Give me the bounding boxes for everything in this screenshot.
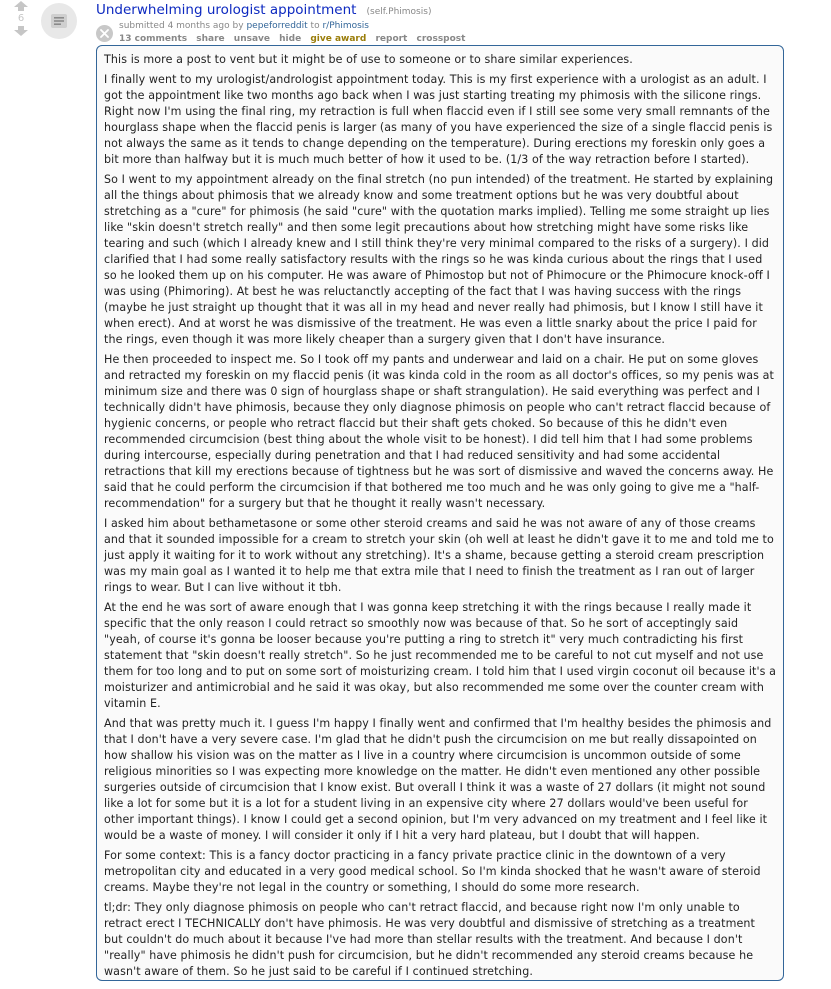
downvote-arrow-icon[interactable] (14, 26, 28, 36)
post-paragraph: This is more a post to vent but it might be of use to someone or to share similar experiences. (104, 53, 633, 66)
vote-score: 6 (17, 13, 25, 24)
post-paragraph: For some context: This is a fancy doctor practicing in a fancy private practice clinic in the downtown of a very metropolitan city and educated in a very good medical school. So I'm kinda shocked that he wasn't aware of steroid creams. Maybe they're not legal in the country or something, I should do some more research. (104, 849, 761, 894)
subreddit-link[interactable]: r/Phimosis (322, 21, 369, 31)
hide-button[interactable]: hide (279, 34, 302, 44)
to-label: to (310, 21, 320, 31)
vote-controls (10, 1, 32, 36)
report-button[interactable]: report (375, 34, 408, 44)
tagline-block (119, 21, 471, 45)
post-action-buttons (119, 33, 471, 45)
post-entry (96, 0, 821, 45)
post-body (96, 45, 784, 981)
crosspost-button[interactable]: crosspost (416, 34, 466, 44)
post-paragraph: I finally went to my urologist/andrologist appointment today. This is my first experience with a urologist as an adult. I got the appointment like two months ago back when I was just starting treating my phimosis with the silicone rings. Right now I'm using the final ring, my retraction is full when flaccid even if I still see some very small remnants of the hourglass shape when the flaccid penis is larger (as many of you have experienced the size of a single flaccid penis is not always the same as it tends to change depending on the temperature). During erections my foreskin only goes a bit more than halfway but it is much much better of how it used to be. (1/3 of the way retraction before I started). (104, 73, 773, 166)
post-paragraph: He then proceeded to inspect me. So I took off my pants and underwear and laid on a chair. He put on some gloves and retracted my foreskin on my flaccid penis (it was kinda cold in the room as all doctor's offices, so my penis was at minimum size and there was 0 sign of hourglass shape or shaft strangulation). He said everything was perfect and I technically didn't have phimosis, because they only diagnose phimosis on people who can't retract flaccid because of hygienic concerns, or people who retract flaccid but their shaft gets choked. So because of this he didn't even recommended circumcision (best thing about the whole visit to be honest). I did tell him that I had some problems during intercourse, especially during penetration and that I had reduced sensitivity and had some accidental retractions that kill my erections because of tightness but he was sort of dismissive and waved the concerns away. He said that he could perform the circumcision if that bothered me too much and he was only going to give me a "half-recommendation" for a surgery but that he thought it really wasn't necessary. (104, 353, 774, 510)
self-post-text-icon[interactable] (41, 3, 77, 39)
by-label: by (232, 21, 244, 31)
domain-close-paren: ) (427, 7, 432, 17)
give-award-button[interactable]: give award (310, 34, 367, 44)
post-paragraph: And that was pretty much it. I guess I'm happy I finally went and confirmed that I'm healthy besides the phimosis and that I don't have a very severe case. I'm glad that he didn't push the circumcision on me but really dissapointed on how shallow his vision was on the matter as I live in a country where circumcision is uncommon outside of some religious minorities so I was expecting more knowledge on the matter. He didn't even mentioned any other possible surgeries outside of circumcision that I know exist. But overall I think it was a waste of 27 dollars (it might not sound like a lot for some but it is a lot for a student living in an expensive city where 27 dollars would've been useful for other important things). I know I could get a second opinion, but I'm very advanced on my treatment and I feel like it would be a waste of money. I will consider it only if I hit a very hard plateau, but I doubt that will happen. (104, 717, 772, 842)
post-paragraph: So I went to my appointment already on the final stretch (no pun intended) of the treatment. He started by explaining all the things about phimosis that we already know and some treatment options but he was very doubtful about stretching as a "cure" for phimosis (he said "cure" with the quotation marks implied). Telling me some straight up lies like "skin doesn't stretch really" and then some legit precautions about how stretching might have some risks like tearing and such (which I already knew and I still think they're very minimal compared to the risks of a surgery). I did clarified that I had some really satisfactory results with the rings so he was kinda curious about the rings that I used so he looked them up on his computer. He was aware of Phimostop but not of Phimocure or the Phimocure knock-off I was using (Phimoring). At best he was reluctanctly accepting of the fact that I was having success with the rings (maybe he just straight up thought that it was all in my head and never really had phimosis, but I know I still have it when erect). And at worst he was dismissive of the treatment. He was even a little snarky about the price I paid for the rings, even though it was more likely cheaper than a surgery given that I don't have insurance. (104, 173, 774, 346)
post-title-link[interactable]: Underwhelming urologist appointment (96, 2, 357, 18)
tagline (119, 21, 471, 32)
unsave-button[interactable]: unsave (233, 34, 270, 44)
post-paragraph: tl;dr: They only diagnose phimosis on people who can't retract flaccid, and because right now I'm only unable to retract erect I TECHNICALLY don't have phimosis. He was very doubtful and dismissive of stretching as a treatment but couldn't do much about it because I've had more than stellar results with the treatment. And because I don't "really" have phimosis he didn't push for circumcision, but he didn't recommended any steroid creams because he wasn't aware of them. So he just said to be careful if I continued stretching. (104, 901, 756, 978)
submitted-time: 4 months ago (167, 21, 230, 31)
domain-link[interactable]: self.Phimosis (370, 7, 428, 17)
title-row (96, 0, 821, 21)
post-paragraph: I asked him about bethametasone or some other steroid creams and said he was not aware of any of those creams and that it sounded impossible for a cream to stretch your skin (oh well at least he didn't gave it to me and told me to just apply it waiting for it to work without any stretching). It's a shame, because getting a steroid cream prescription was my main goal as I wanted it to help me that extra mile that I need to finish the treatment as I ran out of larger rings to wear. But I can live without it tbh. (104, 517, 774, 594)
domain-open-paren: ( (366, 7, 371, 17)
close-icon[interactable] (96, 25, 113, 42)
author-link[interactable]: pepeforreddit (246, 21, 308, 31)
tagline-row (96, 21, 821, 45)
submitted-prefix: submitted (119, 21, 165, 31)
share-button[interactable]: share (196, 34, 225, 44)
comments-button[interactable]: 13 comments (119, 34, 188, 44)
post-paragraph: At the end he was sort of aware enough that I was gonna keep stretching it with the rings because I really made it specific that the only reason I could retract so smoothly now was because of that. So he sort of acceptingly said "yeah, of course it's gonna be looser because you're putting a ring to stretch it" very much contradicting his first statement that "skin doesn't really stretch". So he just recommended me to be careful to not cut myself and not use them for too long and to put on some sort of moisturizing cream. I told him that I used virgin coconut oil because it's a moisturizer and antimicrobial and he said it was okay, but also recommended me some over the counter cream with vitamin E. (104, 601, 777, 710)
post-domain (367, 7, 432, 17)
upvote-arrow-icon[interactable] (14, 1, 28, 11)
